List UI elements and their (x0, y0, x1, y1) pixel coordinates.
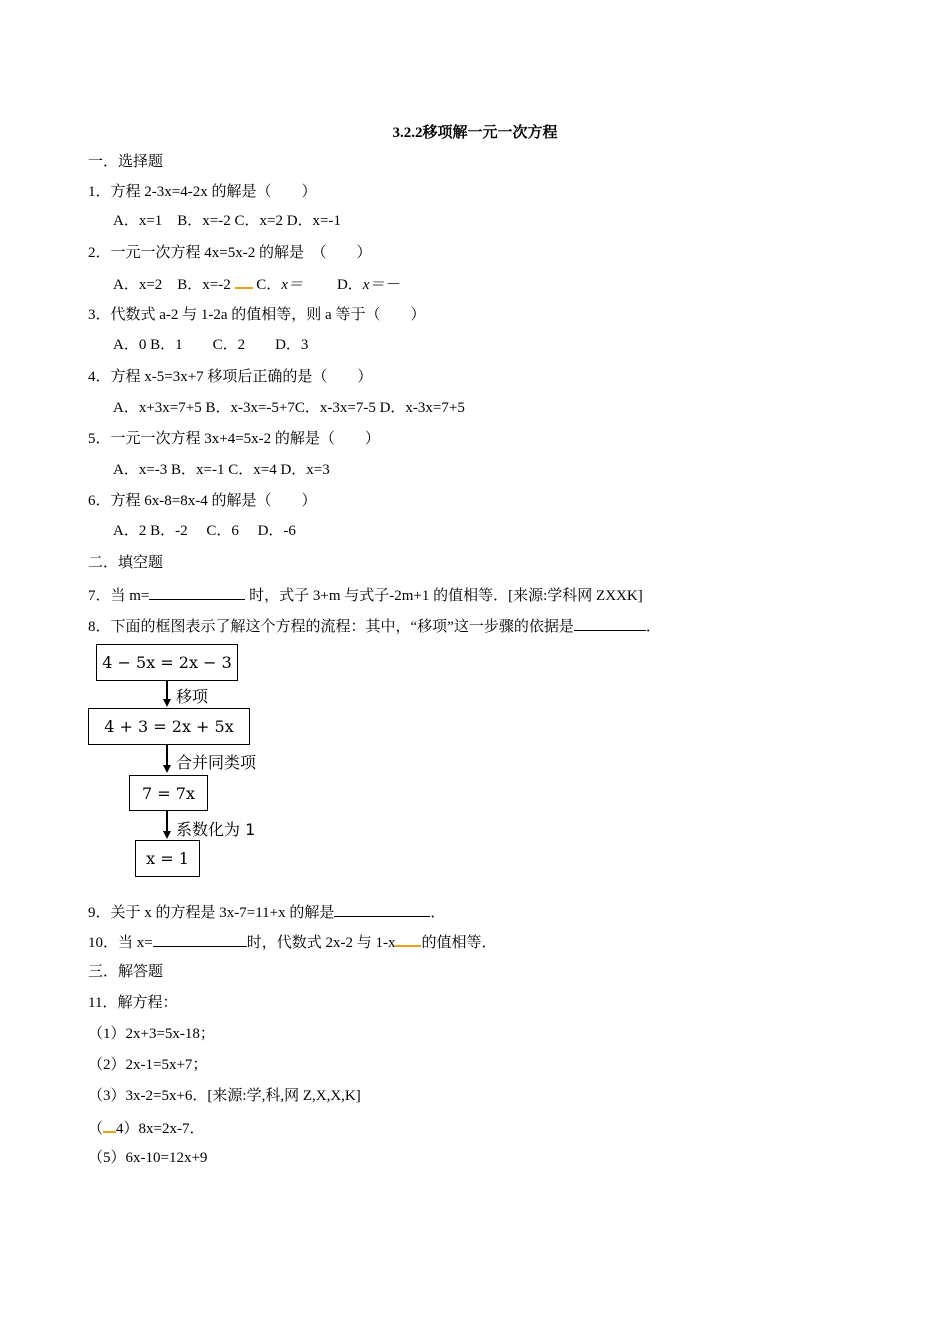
section-choice-heading: 一．选择题 (88, 154, 164, 170)
question-7 (88, 585, 643, 605)
flow-step-transpose: 移项 (176, 687, 209, 706)
question-1-options: A．x=1 B．x=-2 C．x=2 D．x=-1 (113, 213, 342, 229)
flow-arrow (166, 681, 168, 701)
question-11-part-4 (88, 1118, 204, 1138)
question-2-options (113, 274, 399, 294)
highlight-mark (103, 1118, 116, 1133)
question-9-post: ． (430, 905, 446, 921)
flow-step-combine: 合并同类项 (176, 753, 257, 772)
question-7-post: 时，式子 3+m 与式子-2m+1 的值相等．[来源:学科网 ZXXK] (245, 588, 643, 604)
question-11-part-1: （1）2x+3=5x-18； (88, 1026, 215, 1042)
question-5-options: A．x=-3 B．x=-1 C．x=4 D．x=3 (113, 462, 330, 478)
question-9 (88, 902, 445, 922)
question-2: 2．一元一次方程 4x=5x-2 的解是 （ ） (88, 245, 372, 261)
option-d-label: D． (336, 277, 363, 293)
question-10-pre: 10．当 x= (88, 935, 153, 951)
question-11-part-3: （3）3x-2=5x+6．[来源:学,科,网 Z,X,X,K] (88, 1088, 361, 1104)
option-c-equation: x＝ (281, 277, 303, 293)
flow-arrow-head (163, 765, 171, 773)
question-5: 5．一元一次方程 3x+4=5x-2 的解是（ ） (88, 431, 380, 447)
question-8-pre: 8．下面的框图表示了解这个方程的流程：其中，“移项”这一步骤的依据是 (88, 619, 574, 635)
option-c-label: C． (256, 277, 282, 293)
question-3-options: A．0 B．1 C．2 D．3 (113, 337, 309, 353)
question-3: 3．代数式 a-2 与 1-2a 的值相等，则 a 等于（ ） (88, 307, 426, 323)
flow-box-equation: 4 − 5x = 2x − 3 (96, 644, 238, 681)
answer-blank (153, 932, 247, 947)
flow-step-coefficient: 系数化为 1 (176, 820, 256, 839)
page-title: 3.2.2移项解一元一次方程 (392, 125, 558, 141)
question-11-part-4-text: 4）8x=2x-7． (116, 1121, 205, 1137)
question-4-options: A．x+3x=7+5 B．x-3x=-5+7C．x-3x=7-5 D．x-3x=7+5 (113, 400, 465, 416)
flow-arrow-head (163, 831, 171, 839)
flow-arrow (166, 745, 168, 767)
answer-blank (149, 585, 245, 600)
answer-blank (574, 616, 646, 631)
flow-box-transposed: 4 + 3 = 2x + 5x (88, 708, 250, 745)
section-fill-heading: 二．填空题 (88, 555, 164, 571)
flow-arrow (166, 811, 168, 833)
question-11-part-2: （2）2x-1=5x+7； (88, 1057, 208, 1073)
question-8-post: ． (645, 619, 661, 635)
question-11-part-5: （5）6x-10=12x+9 (88, 1150, 208, 1166)
section-solve-heading: 三．解答题 (88, 964, 164, 980)
question-11: 11．解方程： (88, 995, 178, 1011)
flow-box-combined: 7 = 7x (129, 775, 208, 811)
question-2-options-ab: A．x=2 B．x=-2 (113, 277, 235, 293)
option-d-equation: x＝－ (362, 277, 400, 293)
highlight-mark (395, 932, 421, 947)
flow-box-solution: x = 1 (135, 840, 200, 877)
flow-arrow-head (163, 699, 171, 707)
question-4: 4．方程 x-5=3x+7 移项后正确的是（ ） (88, 369, 373, 385)
question-8 (88, 616, 661, 636)
question-1: 1．方程 2-3x=4-2x 的解是（ ） (88, 184, 317, 200)
question-9-pre: 9．关于 x 的方程是 3x-7=11+x 的解是 (88, 905, 335, 921)
question-6: 6．方程 6x-8=8x-4 的解是（ ） (88, 493, 317, 509)
question-10-mid: 时，代数式 2x-2 与 1-x (246, 935, 396, 951)
question-11-part-4-open: （ (88, 1121, 104, 1137)
highlight-mark (235, 274, 253, 289)
question-6-options: A．2 B．-2 C．6 D．-6 (113, 523, 296, 539)
question-10 (88, 932, 496, 952)
answer-blank (334, 902, 430, 917)
question-10-post: 的值相等． (421, 935, 497, 951)
question-7-pre: 7．当 m= (88, 588, 150, 604)
